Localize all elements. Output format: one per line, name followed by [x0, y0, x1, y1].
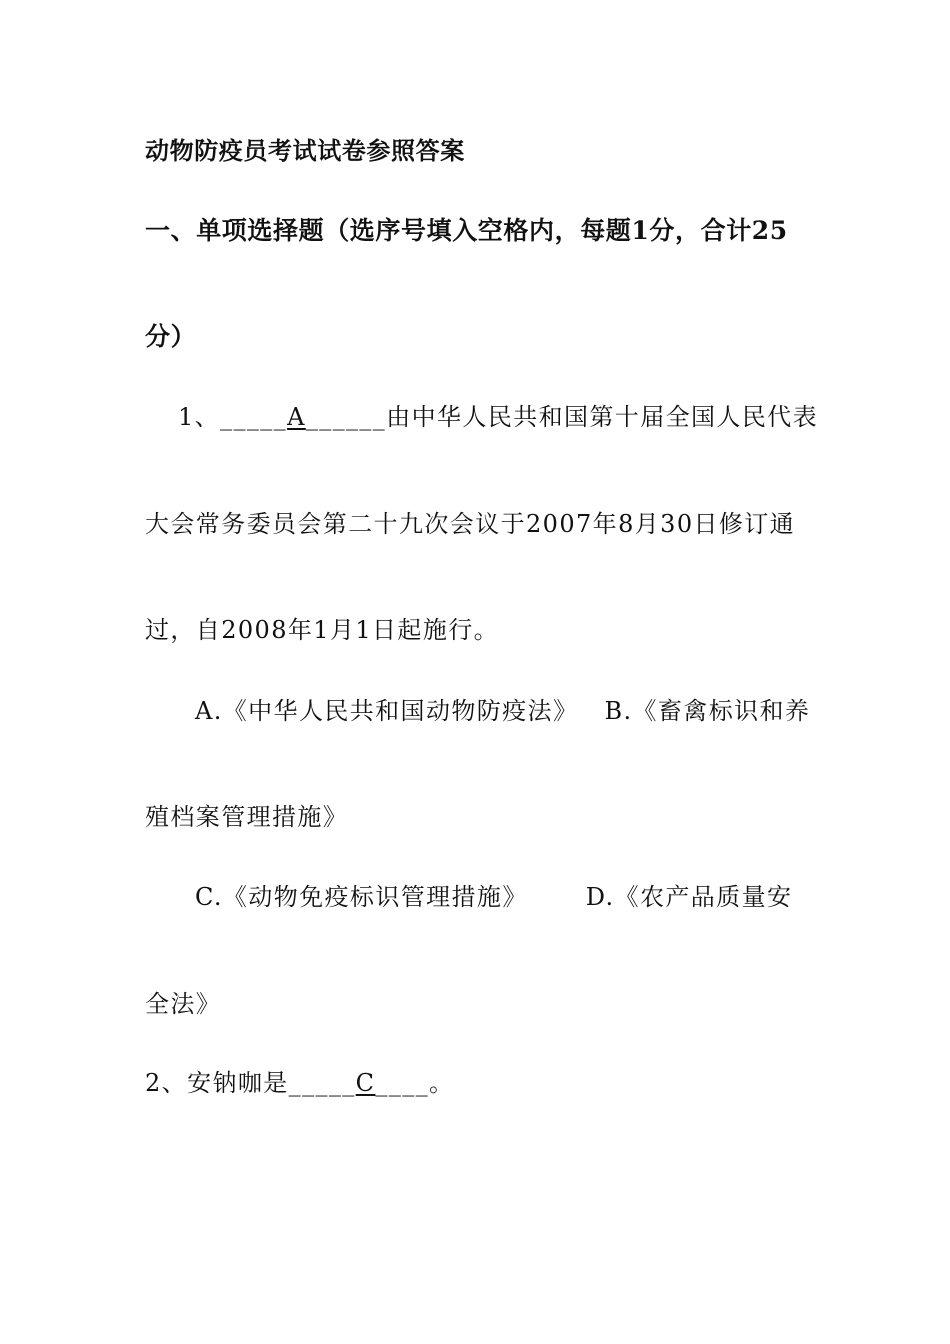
answer-value: A	[287, 403, 306, 431]
question-1-line-3: 过，自2008年1月1日起施行。	[145, 616, 500, 644]
answer-blank-left: _____	[220, 403, 288, 431]
options-row-1	[195, 696, 810, 726]
options-row-2	[195, 882, 792, 912]
option-c: C.《动物免疫标识管理措施》	[195, 883, 528, 911]
option-d-continued: 全法》	[145, 990, 222, 1018]
question-2-prefix: 2、安钠咖是	[145, 1069, 289, 1097]
answer-blank-right: ______	[305, 403, 387, 431]
question-1-line-2: 大会常务委员会第二十九次会议于2007年8月30日修订通	[145, 510, 796, 538]
document-title: 动物防疫员考试试卷参照答案	[145, 136, 465, 165]
section-heading-line-1: 一、单项选择题（选序号填入空格内，每题1分，合计25	[145, 216, 788, 245]
option-d: D.《农产品质量安	[585, 883, 793, 911]
question-number: 1、	[178, 403, 221, 431]
option-a: A.《中华人民共和国动物防疫法》	[195, 697, 579, 725]
answer-blank-right: ____	[375, 1069, 430, 1097]
option-b: B.《畜禽标识和养	[604, 697, 811, 725]
option-b-continued: 殖档案管理措施》	[145, 803, 349, 831]
question-1-line-1	[178, 402, 818, 432]
answer-blank-left: _____	[288, 1069, 356, 1097]
question-2-suffix: 。	[429, 1069, 455, 1097]
question-2-line-1	[145, 1068, 454, 1098]
question-text: 由中华人民共和国第十届全国人民代表	[386, 403, 819, 431]
answer-value: C	[355, 1069, 376, 1097]
section-heading-line-2: 分）	[145, 322, 197, 351]
